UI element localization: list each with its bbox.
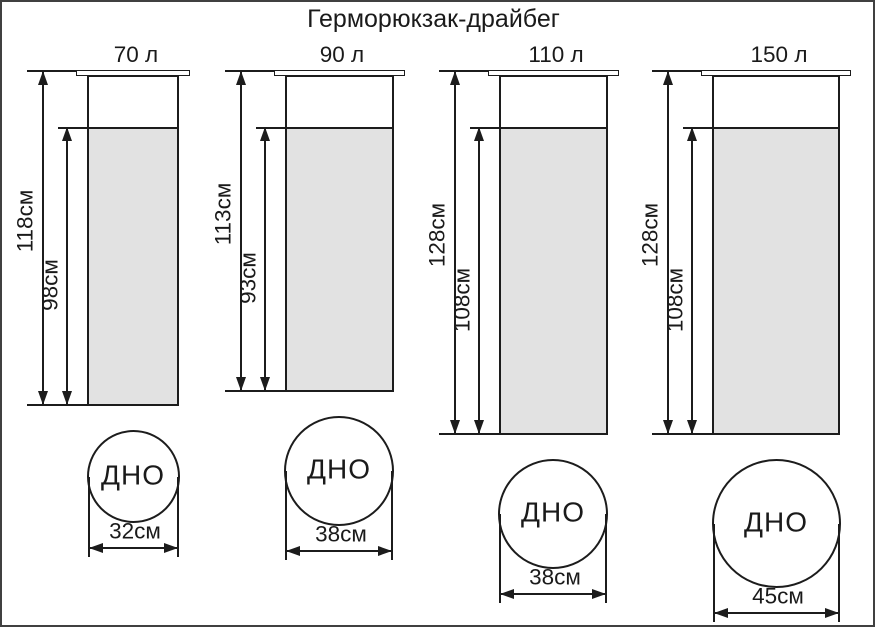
body-height-dimension-line [478,127,480,434]
body-height-label: 93см [235,252,261,304]
volume-label: 70 л [113,42,159,67]
total-height-label: 128см [424,202,450,268]
arrowhead-down-icon [62,391,72,405]
arrowhead-left-icon [714,608,728,618]
bag-filled-section [712,127,840,435]
body-height-dimension-line [264,127,266,391]
total-height-label: 118см [12,189,38,252]
total-height-dimension-line [667,71,669,434]
top-extension-line [439,70,490,72]
arrowhead-right-icon [592,589,606,599]
arrowhead-down-icon [687,420,697,434]
arrowhead-right-icon [825,608,839,618]
bottom-diameter-label: 45см [752,583,804,609]
volume-label: 110 л [528,42,584,67]
arrowhead-up-icon [236,71,246,85]
arrowhead-up-icon [474,127,484,141]
bag-filled-section [285,127,394,392]
bottom-face-label: ДНО [521,496,585,528]
arrowhead-up-icon [450,71,460,85]
top-extension-line [652,70,703,72]
arrowhead-left-icon [286,546,300,556]
body-height-label: 98см [37,259,63,311]
top-extension-line [225,70,276,72]
bottom-extension-line [225,390,287,392]
volume-label: 150 л [750,42,808,67]
body-height-label: 108см [449,267,475,332]
bottom-face-label: ДНО [744,506,808,538]
total-height-label: 128см [637,202,663,268]
body-height-label: 108см [662,267,688,332]
arrowhead-up-icon [62,127,72,141]
bottom-face-label: ДНО [101,459,165,491]
volume-label: 90 л [319,42,365,67]
bag-filled-section [87,127,179,406]
bottom-extension-line [439,433,501,435]
bag-filled-section [499,127,608,435]
bottom-extension-line [27,404,89,406]
bottom-diameter-dimension-line [286,550,392,552]
arrowhead-up-icon [260,127,270,141]
page-title: Герморюкзак-драйбег [307,5,560,33]
arrowhead-right-icon [378,546,392,556]
arrowhead-down-icon [260,377,270,391]
arrowhead-up-icon [663,71,673,85]
bottom-diameter-label: 38см [529,564,581,590]
arrowhead-down-icon [474,420,484,434]
bottom-diameter-label: 38см [315,521,367,547]
arrowhead-left-icon [89,543,103,553]
arrowhead-down-icon [236,377,246,391]
arrowhead-up-icon [687,127,697,141]
bottom-face-label: ДНО [307,453,371,485]
arrowhead-left-icon [500,589,514,599]
arrowhead-down-icon [663,420,673,434]
total-height-dimension-line [454,71,456,434]
body-height-dimension-line [66,127,68,405]
total-height-dimension-line [240,71,242,391]
arrowhead-up-icon [38,71,48,85]
total-height-label: 113см [210,182,236,245]
total-height-dimension-line [42,71,44,405]
bottom-extension-line [652,433,714,435]
arrowhead-down-icon [450,420,460,434]
top-extension-line [27,70,78,72]
arrowhead-down-icon [38,391,48,405]
bottom-diameter-label: 32см [109,518,161,544]
arrowhead-right-icon [164,543,178,553]
bottom-diameter-dimension-line [714,612,839,614]
body-height-dimension-line [691,127,693,434]
bottom-diameter-dimension-line [500,593,606,595]
